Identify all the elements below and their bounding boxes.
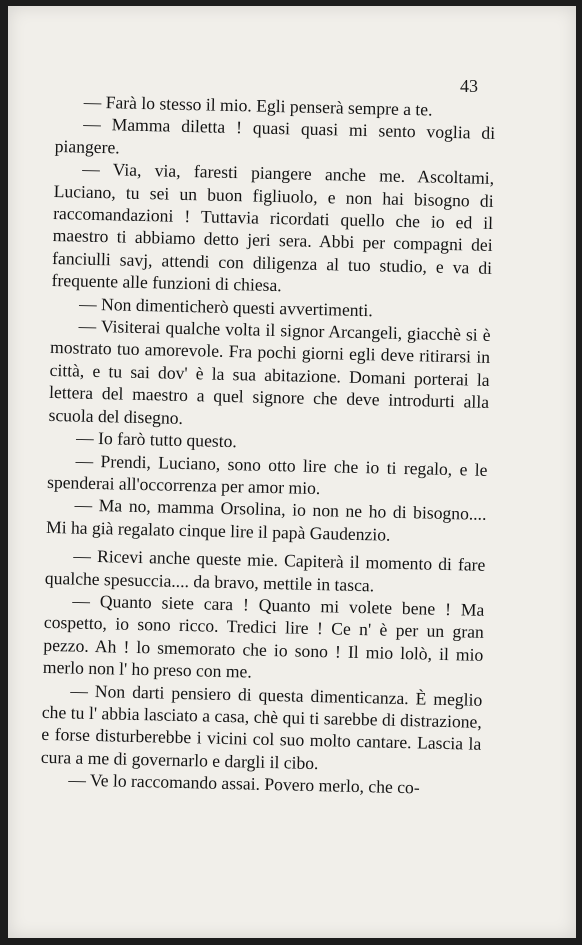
body-text [40,90,496,800]
paragraph: — Prendi, Luciano, sono otto lire che io ti regalo, e le spenderai all'occorrenza per amor mio. [46,450,488,499]
paragraph: — Via, via, faresti piangere anche me. Ascoltami, Luciano, tu sei un buon figliuolo, e non hai bisogno di raccomandazioni ! Tuttavia ricordati quello che io ed il maestro ti abbiamo detto jeri sera. Abbi per compagni dei fanciulli savj, attendi con diligenza al tuo studio, e va di frequente alle funzioni di chiesa. [51,158,495,296]
paragraph: — Mamma diletta ! quasi quasi mi sento voglia di piangere. [54,114,496,158]
page-number: 43 [460,76,478,96]
paragraph: — Io farò tutto questo. [75,427,238,452]
book-page [8,6,576,938]
paragraph: — Visiterai qualche volta il signor Arcangeli, giacchè si è mostrato tuo amorevole. Fra pochi giorni egli deve ritirarsi in città, e tu sai dov' è la sua abitazione. Domani porterai la lettera del maestro a quel signore che deve introdurti alla scuola del disegno. [48,315,491,428]
paragraph: — Ve lo raccomando assai. Povero merlo, che co- [68,769,420,798]
paragraph: — Ma no, mamma Orsolina, io non ne ho di bisogno.... Mi ha già regalato cinque lire il papà Gaudenzio. [45,494,487,545]
paragraph: — Quanto siete cara ! Quanto mi volete bene ! Ma cospetto, io sono ricco. Tredici lire ! Ce n' è per un gran pezzo. Ah ! lo smemorato che io sono ! Il mio lolò, il mio merlo non l' ho preso con me. [42,590,485,682]
paragraph: — Farà lo stesso il mio. Egli penserà sempre a te. [83,91,433,120]
paragraph: — Ricevi anche queste mie. Capiterà il momento di fare qualche spesuccia.... da bravo, mettile in tasca. [44,545,486,595]
paragraph: — Non dimenticherò questi avvertimenti. [78,293,373,320]
paragraph: — Non darti pensiero di questa dimenticanza. È meglio che tu l' abbia lasciato a casa, chè qui ti sarebbe di distrazione, e forse disturberebbe i vicini col suo molto cantare. Lascia la cura a me di governarlo e dargli il cibo. [40,680,483,773]
